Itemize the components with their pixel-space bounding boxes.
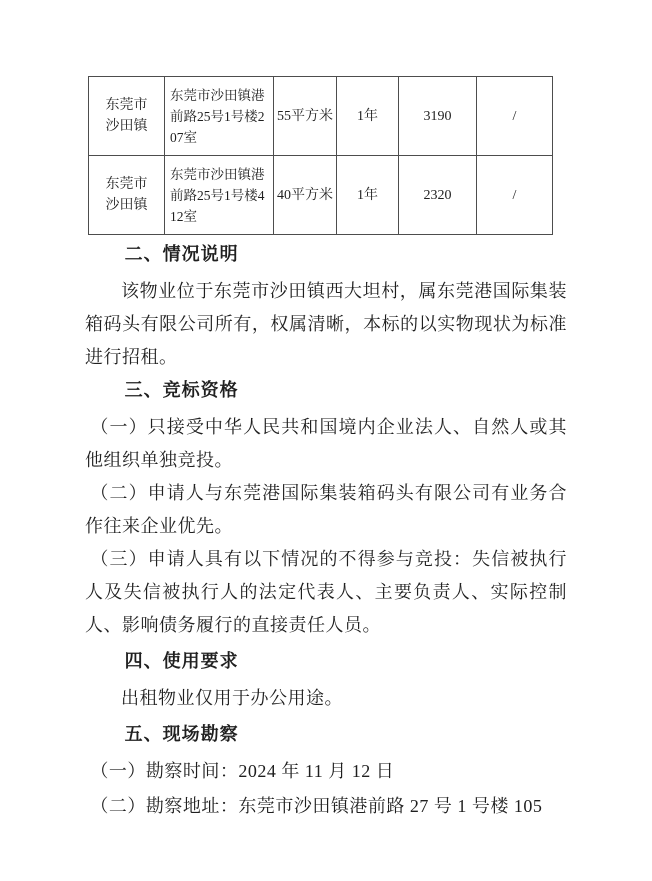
cell-price: 2320 [399, 156, 477, 235]
document-body [85, 238, 567, 823]
section-heading-5: 五、现场勘察 [124, 724, 239, 744]
cell-note: / [477, 77, 553, 156]
cell-term: 1年 [337, 156, 399, 235]
cell-town: 东莞市沙田镇 [89, 77, 165, 156]
section-heading-4: 四、使用要求 [124, 651, 239, 671]
table-row [89, 156, 553, 235]
cell-area: 55平方米 [274, 77, 337, 156]
cell-area: 40平方米 [274, 156, 337, 235]
paragraph: （三）申请人具有以下情况的不得参与竞投：失信被执行人及失信被执行人的法定代表人、主要负责人、实际控制人、影响债务履行的直接责任人员。 [85, 549, 567, 635]
section-heading-3: 三、竞标资格 [124, 380, 239, 400]
cell-address: 东莞市沙田镇港前路25号1号楼207室 [165, 77, 274, 156]
paragraph: （二）申请人与东莞港国际集装箱码头有限公司有业务合作往来企业优先。 [85, 483, 567, 536]
cell-town: 东莞市沙田镇 [89, 156, 165, 235]
table-row [89, 77, 553, 156]
cell-price: 3190 [399, 77, 477, 156]
paragraph: 出租物业仅用于办公用途。 [121, 688, 343, 708]
paragraph: （一）只接受中华人民共和国境内企业法人、自然人或其他组织单独竞投。 [85, 417, 567, 470]
property-listing-table [88, 76, 553, 235]
paragraph: （一）勘察时间：2024 年 11 月 12 日 [90, 761, 395, 781]
paragraph: （二）勘察地址：东莞市沙田镇港前路 27 号 1 号楼 105 [90, 796, 543, 816]
paragraph: 该物业位于东莞市沙田镇西大坦村，属东莞港国际集装箱码头有限公司所有，权属清晰，本标的以实物现状为标准进行招租。 [85, 281, 567, 367]
cell-address: 东莞市沙田镇港前路25号1号楼412室 [165, 156, 274, 235]
section-heading-2: 二、情况说明 [124, 244, 239, 264]
cell-term: 1年 [337, 77, 399, 156]
cell-note: / [477, 156, 553, 235]
